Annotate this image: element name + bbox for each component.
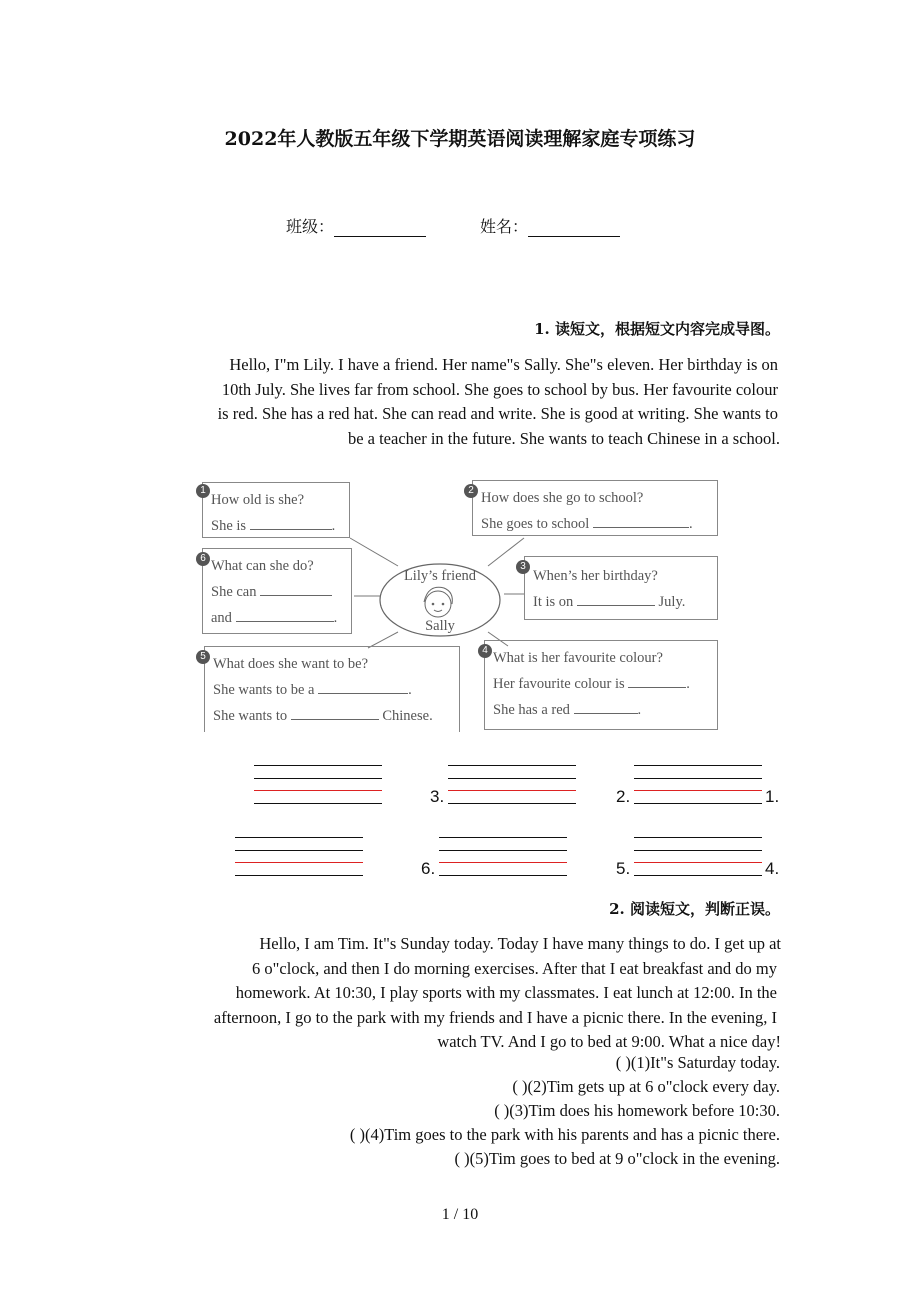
writing-line[interactable]: [235, 850, 363, 851]
box-prompt: and: [211, 610, 232, 626]
box-prompt: She wants to: [213, 708, 288, 724]
writing-line[interactable]: [254, 803, 382, 804]
box-prompt-end: .: [331, 518, 336, 534]
writing-line-red[interactable]: [634, 790, 762, 791]
box-prompt-end: Chinese.: [382, 708, 433, 724]
writing-line[interactable]: [439, 837, 567, 838]
passage-line: watch TV. And I go to bed at 9:00. What a nice day!: [437, 1032, 781, 1051]
passage-line: 10th July. She lives far from school. She goes to school by bus. Her favourite colour: [221, 379, 778, 399]
writing-line-red[interactable]: [254, 790, 382, 791]
number-badge-2: 2: [464, 484, 478, 498]
box-question: When’s her birthday?: [533, 568, 658, 584]
tf-item-5[interactable]: ( )(5)Tim goes to bed at 9 o"clock in the evening.: [454, 1149, 780, 1168]
tf-item-4[interactable]: ( )(4)Tim goes to the park with his parents and has a picnic there.: [349, 1125, 780, 1144]
number-badge-1: 1: [196, 484, 210, 498]
writing-line[interactable]: [634, 837, 762, 838]
passage-line: afternoon, I go to the park with my friends and I have a picnic there. In the evening, I: [213, 1007, 777, 1027]
passage-line: be a teacher in the future. She wants to teach Chinese in a school.: [347, 428, 780, 448]
box-prompt: It is on: [533, 594, 574, 610]
passage-line: 6 o"clock, and then I do morning exercises. After that I eat breakfast and do my: [252, 958, 777, 978]
answer-label-6: 6.: [421, 859, 436, 878]
tf-item-2[interactable]: ( )(2)Tim gets up at 6 o"clock every day.: [512, 1077, 780, 1096]
box-prompt-end: .: [688, 516, 693, 532]
page-number: 1 / 10: [441, 1206, 479, 1223]
box-question: What can she do?: [211, 558, 314, 574]
center-label-bottom: Sally: [425, 618, 455, 634]
box-prompt: She can: [211, 584, 257, 600]
box-question: How does she go to school?: [481, 490, 644, 506]
writing-line[interactable]: [254, 765, 382, 766]
number-badge-5: 5: [196, 650, 210, 664]
box-question: What does she want to be?: [213, 656, 369, 672]
passage-line: is red. She has a red hat. She can read and write. She is good at writing. She wants to: [217, 404, 778, 423]
q2-heading: 2. 阅读短文，判断正误。: [609, 900, 780, 918]
answer-label-3: 3.: [430, 787, 445, 806]
box-prompt: She goes to school: [481, 516, 590, 532]
writing-line-red[interactable]: [235, 862, 363, 863]
writing-line[interactable]: [634, 765, 762, 766]
box-prompt: She is: [211, 518, 247, 534]
box-prompt: She wants to be a: [213, 682, 315, 698]
writing-line[interactable]: [439, 850, 567, 851]
number-badge-3: 3: [516, 560, 530, 574]
writing-line[interactable]: [235, 837, 363, 838]
writing-line[interactable]: [634, 850, 762, 851]
writing-line[interactable]: [235, 875, 363, 876]
writing-line[interactable]: [448, 778, 576, 779]
center-label-top: Lily’s friend: [403, 568, 477, 584]
class-label: 班级：: [286, 217, 335, 236]
page-title: 2022年人教版五年级下学期英语阅读理解家庭专项练习: [224, 128, 696, 150]
answer-label-2: 2.: [616, 787, 631, 806]
passage-line: Hello, I"m Lily. I have a friend. Her name"s Sally. She"s eleven. Her birthday is on: [229, 355, 778, 374]
answer-label-4: 4.: [765, 859, 780, 878]
tf-item-3[interactable]: ( )(3)Tim does his homework before 10:30.: [494, 1101, 780, 1120]
passage-line: homework. At 10:30, I play sports with my classmates. I eat lunch at 12:00. In the: [235, 983, 777, 1002]
box-prompt: She has a red: [493, 702, 570, 718]
writing-line-red[interactable]: [439, 862, 567, 863]
box-prompt-end: .: [637, 702, 642, 718]
number-badge-6: 6: [196, 552, 210, 566]
writing-line-red[interactable]: [634, 862, 762, 863]
writing-line-red[interactable]: [448, 790, 576, 791]
box-question: How old is she?: [211, 492, 305, 508]
tf-item-1[interactable]: ( )(1)It"s Saturday today.: [615, 1053, 780, 1072]
answer-label-5: 5.: [616, 859, 631, 878]
writing-line[interactable]: [439, 875, 567, 876]
box-prompt-end: .: [686, 676, 690, 692]
writing-line[interactable]: [634, 875, 762, 876]
q1-heading: 1. 读短文，根据短文内容完成导图。: [534, 320, 780, 338]
writing-line[interactable]: [448, 803, 576, 804]
box-question: What is her favourite colour?: [493, 650, 663, 666]
box-prompt-end: .: [408, 682, 412, 698]
writing-line[interactable]: [254, 778, 382, 779]
q2-passage: [214, 932, 781, 1055]
name-label: 姓名：: [480, 217, 529, 236]
writing-line[interactable]: [634, 803, 762, 804]
writing-line[interactable]: [634, 778, 762, 779]
passage-line: Hello, I am Tim. It"s Sunday today. Today I have many things to do. I get up at: [259, 934, 781, 953]
writing-line[interactable]: [448, 765, 576, 766]
number-badge-4: 4: [478, 644, 492, 658]
box-prompt-end: July.: [658, 594, 686, 610]
box-prompt-end: .: [333, 610, 338, 626]
answer-label-1: 1.: [765, 787, 780, 806]
box-prompt: Her favourite colour is: [493, 676, 625, 692]
